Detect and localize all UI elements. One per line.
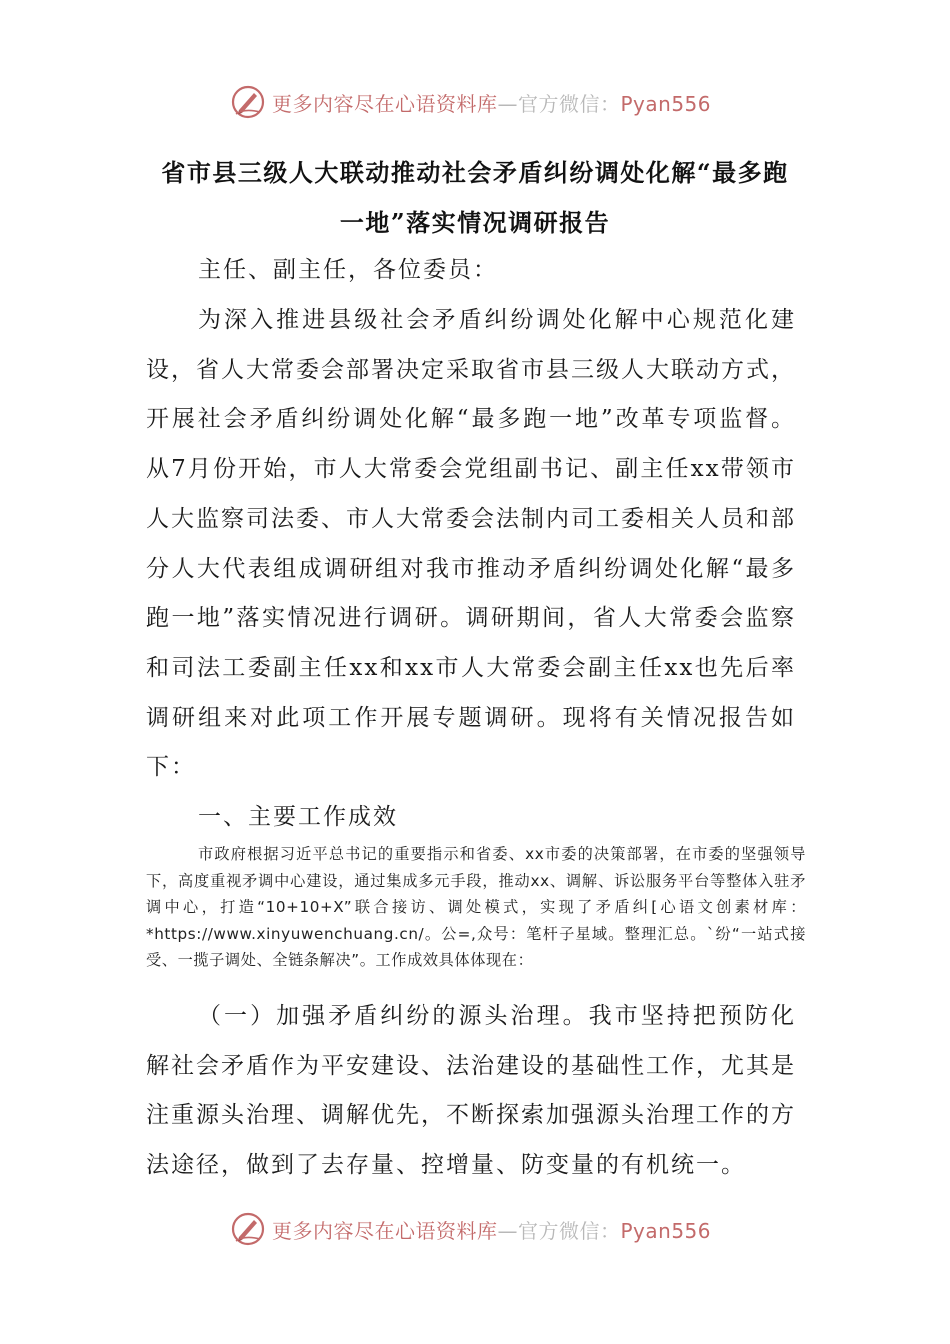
pen-circle-logo-icon [230, 1211, 266, 1247]
intro-paragraph: 为深入推进县级社会矛盾纠纷调处化解中心规范化建设，省人大常委会部署决定采取省市县三级人大联动方式，开展社会矛盾纠纷调处化解“最多跑一地”改革专项监督。从7月份开始，市人大常委会党组副书记、副主任xx带领市人大监察司法委、市人大常委会法制内司工委相关人员和部分人大代表组成调研组对我市推动矛盾纠纷调处化解“最多跑一地”落实情况进行调研。调研期间，省人大常委会监察和司法工委副主任xx和xx市人大常委会副主任xx也先后率调研组来对此项工作开展专题调研。现将有关情况报告如下： [146, 307, 796, 781]
header-banner-text: 更多内容尽在心语资料库—官方微信：Pyan556 [272, 91, 712, 116]
footer-banner-text: 更多内容尽在心语资料库—官方微信：Pyan556 [272, 1218, 712, 1243]
pen-circle-logo-icon [230, 84, 266, 120]
document-title [140, 148, 810, 248]
subsection-paragraph: （一）加强矛盾纠纷的源头治理。我市坚持把预防化解社会矛盾作为平安建设、法治建设的基础性工作，尤其是注重源头治理、调解优先，不断探索加强源头治理工作的方法途径，做到了去存量、控增量、防变量的有机统一。 [146, 1003, 796, 1179]
footer-banner [230, 1207, 730, 1251]
header-banner [230, 80, 730, 124]
salutation: 主任、副主任，各位委员： [198, 257, 498, 283]
title-line-1: 省市县三级人大联动推动社会矛盾纠纷调处化解“最多跑 [161, 158, 789, 187]
section-heading: 一、主要工作成效 [198, 804, 398, 830]
title-line-2: 一地”落实情况调研报告 [339, 208, 611, 237]
section-small-paragraph: 市政府根据习近平总书记的重要指示和省委、xx市委的决策部署，在市委的坚强领导下，高度重视矛调中心建设，通过集成多元手段，推动xx、调解、诉讼服务平台等整体入驻矛调中心，打造“10+10+X”联合接访、调处模式，实现了矛盾纠[心语文创素材库：*https://www.xinyuwenchuang.cn/。公=,众号：笔杆子星域。整理汇总。`纷“一站式接受、一揽子调处、全链条解决”。工作成效具体体现在： [146, 845, 806, 969]
